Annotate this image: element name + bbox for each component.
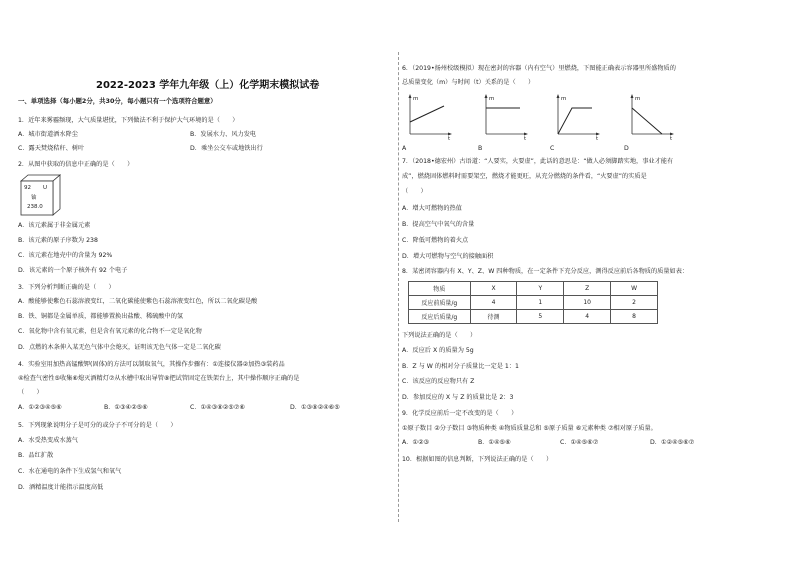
q9-option-a: A．①②③ <box>402 439 430 446</box>
q6b-axis-t: t <box>524 136 527 142</box>
q6-option-b: B <box>478 145 483 152</box>
q8-option-a: A．反应后 X 的质量为 5g <box>402 347 474 354</box>
q1-option-b: B．发展水力、风力发电 <box>190 131 257 138</box>
q6d-axis-t: t <box>670 136 673 142</box>
q9-option-c: C．①④⑤⑥⑦ <box>560 439 599 446</box>
element-cube-figure <box>18 173 62 217</box>
q5-option-d: D．酒精温度计能指示温度高低 <box>18 484 104 491</box>
table-cell: 待测 <box>470 310 517 324</box>
table-header-cell: Z <box>564 282 611 296</box>
column-divider <box>398 52 399 522</box>
q6-option-a: A <box>402 145 407 152</box>
question-9: 9．化学反应前后一定不改变的是（ ） <box>402 410 518 417</box>
q6a-axis-t: t <box>448 136 451 142</box>
question-9-list: ①原子数目 ②分子数目 ③物质种类 ④物质质量总和 ⑤原子质量 ⑥元素种类 ⑦相对原子质量。 <box>402 425 657 432</box>
q8-option-d: D．参加反应的 X 与 Z 的质量比是 2：3 <box>402 394 514 401</box>
element-mass: 238.0 <box>27 204 43 210</box>
q3-option-b: B．铁、铜都是金属单质，都能够置换出盐酸、稀硫酸中的氢 <box>18 313 184 320</box>
q6-option-c: C <box>550 145 555 152</box>
q2-option-a: A．该元素属于非金属元素 <box>18 222 91 229</box>
question-2: 2．从图中获取的信息中正确的是（ ） <box>18 161 134 168</box>
q2-option-d: D．该元素的一个原子核外有 92 个电子 <box>18 267 128 274</box>
question-1: 1．近年来雾霾频现，大气质量堪忧，下列做法不利于保护大气环境的是（ ） <box>18 117 239 124</box>
question-8-stem: 下列说法正确的是（ ） <box>402 332 477 339</box>
table-cell: 4 <box>470 296 517 310</box>
table-cell: 5 <box>517 310 564 324</box>
element-name: 铀 <box>31 195 37 201</box>
question-5: 5．下列现象说明分子是可分的或分子不可分的是（ ） <box>18 422 177 429</box>
q7-option-d: D．增大可燃物与空气的接触面积 <box>402 253 494 260</box>
q4-option-a: A．①②③④⑤⑥ <box>18 404 62 411</box>
q6b-axis-m: m <box>489 96 495 102</box>
q6-graph-d <box>626 94 674 146</box>
q9-option-d: D．①②④⑤⑥⑦ <box>650 439 695 446</box>
q4-option-b: B．①③④②⑤⑥ <box>104 404 148 411</box>
question-10: 10．根据如图的信息判断，下列说法正确的是（ ） <box>402 456 553 463</box>
question-7-line3: （ ） <box>402 188 427 195</box>
question-4-line2: ④检查气密性⑤收集⑥熄灭酒精灯⑦从水槽中取出导管⑧把试管固定在铁架台上，其中操作顺序正确的是 <box>18 375 300 382</box>
q9-option-b: B．①④⑤⑥ <box>478 439 511 446</box>
q3-option-c: C．氧化物中含有氧元素，但是含有氧元素的化合物不一定是氧化物 <box>18 328 202 335</box>
table-header-cell: 物质 <box>409 282 471 296</box>
table-cell: 1 <box>517 296 564 310</box>
q6-graph-b <box>480 94 528 146</box>
question-8: 8．某密闭容器内有 X、Y、Z、W 四种物质，在一定条件下充分反应，测得反应前后各物质的质量如表： <box>402 268 689 275</box>
table-cell: 8 <box>611 310 658 324</box>
q2-option-c: C．该元素在地壳中的含量为 92% <box>18 252 113 259</box>
q5-option-a: A．水受热变成水蒸气 <box>18 437 78 444</box>
table-row <box>409 310 658 324</box>
question-6: 6．（2019•扬州校级模拟）现在密封的容器（内有空气）里燃烧，下图能正确表示容器里所盛物质的 <box>402 65 676 72</box>
q6d-axis-m: m <box>635 96 641 102</box>
q7-option-b: B．提高空气中氧气的含量 <box>402 221 475 228</box>
question-4: 4．实验室用加热高锰酸钾(固体)的方法可以制取氧气，其操作步骤有：①连接仪器②加热③装药品 <box>18 361 285 368</box>
table-header-cell: X <box>470 282 517 296</box>
element-symbol: U <box>43 185 48 191</box>
question-4-line3: （ ） <box>18 389 43 396</box>
table-cell: 反应后质量/g <box>409 310 471 324</box>
question-3: 3．下列分析判断正确的是（ ） <box>18 284 115 291</box>
q6c-axis-t: t <box>596 136 599 142</box>
q6c-axis-m: m <box>561 96 567 102</box>
question-6-line2: 总质量变化（m）与时间（t）关系的是（ ） <box>402 79 535 86</box>
q2-option-b: B．该元素的原子序数为 238 <box>18 237 98 244</box>
mass-table <box>408 281 658 324</box>
element-atomic-number: 92 <box>24 185 31 191</box>
q4-option-d: D．①③⑧②④⑥⑤ <box>290 404 340 411</box>
q3-option-a: A．酸能够使紫色石蕊溶液变红，二氧化碳能使紫色石蕊溶液变红色，所以二氧化碳是酸 <box>18 298 258 305</box>
table-cell: 2 <box>611 296 658 310</box>
table-row <box>409 296 658 310</box>
table-header-cell: W <box>611 282 658 296</box>
q3-option-d: D．点燃的木条伸入某无色气体中会熄灭，证明该无色气体一定是二氧化碳 <box>18 344 221 351</box>
q8-option-b: B．Z 与 W 的相对分子质量比一定是 1：1 <box>402 363 519 370</box>
q8-option-c: C．该反应的反应物只有 Z <box>402 378 475 385</box>
table-cell: 反应前质量/g <box>409 296 471 310</box>
q1-option-a: A．城市街道洒水降尘 <box>18 131 78 138</box>
q5-option-b: B．品红扩散 <box>18 452 54 459</box>
q6a-axis-m: m <box>413 96 419 102</box>
table-cell: 4 <box>564 310 611 324</box>
q7-option-c: C．降低可燃物的着火点 <box>402 237 469 244</box>
q5-option-c: C．水在通电的条件下生成氢气和氧气 <box>18 468 122 475</box>
q4-option-c: C．①④③⑧②⑤⑦⑥ <box>190 404 245 411</box>
q1-option-c: C．露天焚烧秸秆、树叶 <box>18 145 85 152</box>
section-heading: 一、单项选择（每小题2分，共30分，每小题只有一个选项符合题意） <box>18 97 217 105</box>
table-cell: 10 <box>564 296 611 310</box>
page-title: 2022-2023 学年九年级（上）化学期末模拟试卷 <box>96 80 320 91</box>
q7-option-a: A．增大可燃物的热值 <box>402 205 462 212</box>
table-header-cell: Y <box>517 282 564 296</box>
table-header-row <box>409 282 658 296</box>
q6-option-d: D <box>624 145 629 152</box>
question-7: 7．（2018•德宏州）古语道：“人要实，火要虚”，此话的意思是：“做人必须脚踏实地，事业才能有 <box>402 158 674 165</box>
q1-option-d: D．乘坐公交车或地铁出行 <box>190 145 263 152</box>
q6-graph-a <box>404 94 452 146</box>
question-7-line2: 成”，燃烧固体燃料时需要架空，燃烧才能更旺，从充分燃烧的条件看，“火要虚”的实质是 <box>402 173 647 180</box>
q6-graph-c <box>552 94 600 146</box>
